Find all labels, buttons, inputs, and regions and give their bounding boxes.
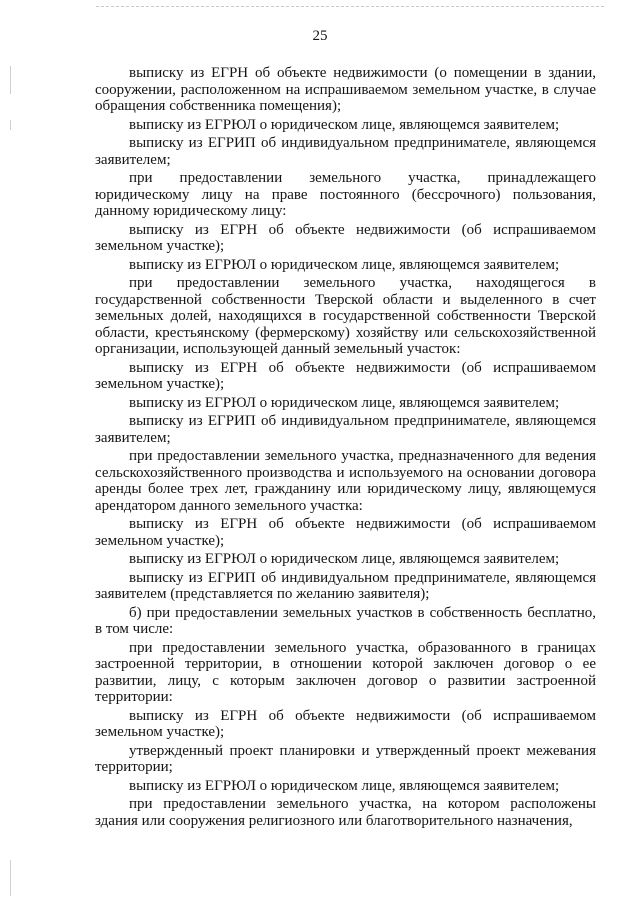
paragraph: выписку из ЕГРЮЛ о юридическом лице, являющемся заявителем; (129, 256, 560, 273)
paragraph: выписку из ЕГРН об объекте недвижимости (об испрашиваемом земельном участке); (95, 359, 596, 392)
paragraph: выписку из ЕГРН об объекте недвижимости (об испрашиваемом земельном участке); (95, 221, 596, 254)
paragraph: выписку из ЕГРЮЛ о юридическом лице, являющемся заявителем; (129, 551, 560, 567)
paragraph: при предоставлении земельного участка, на котором расположены здания или сооружения религиозного или благотворительного назначения, (95, 796, 596, 829)
paragraph: выписку из ЕГРИП об индивидуальном предпринимателе, являющемся заявителем; (95, 413, 596, 446)
scan-edge-left (10, 66, 11, 94)
paragraph: при предоставлении земельного участка, предназначенного для ведения сельскохозяйственного производства и используемого на основании договора аренды более трех лет, гражданину или юридическому лицу, являющемуся арендатором данного земельного участка: (95, 448, 596, 514)
paragraph: при предоставлении земельного участка, находящегося в государственной собственности Тверской области и выделенного в счет земельных долей, находящихся в государственной собственности Тверской области, крестьянскому (фермерскому) хозяйству или сельскохозяйственной организации, использующей данный земельный участок: (95, 275, 596, 357)
paragraph: выписку из ЕГРИП об индивидуальном предпринимателе, являющемся заявителем; (95, 135, 596, 168)
scan-edge-left (10, 860, 11, 896)
scan-edge-left (10, 120, 11, 130)
paragraph: выписку из ЕГРЮЛ о юридическом лице, являющемся заявителем; (129, 116, 560, 133)
scan-edge-top (96, 6, 604, 7)
paragraph: при предоставлении земельного участка, принадлежащего юридическому лицу на праве постоянного (бессрочного) пользования, данному юридическому лицу: (95, 170, 596, 219)
paragraph: выписку из ЕГРН об объекте недвижимости (о помещении в здании, сооружении, расположенном на испрашиваемом земельном участке, в случае обращения собственника помещения); (95, 65, 596, 114)
paragraph: выписку из ЕГРИП об индивидуальном предпринимателе, являющемся заявителем (представляется по желанию заявителя); (95, 569, 596, 602)
paragraph: выписку из ЕГРН об объекте недвижимости (об испрашиваемом земельном участке); (95, 707, 596, 740)
page-number: 25 (312, 28, 328, 44)
document-body (95, 65, 596, 831)
paragraph: б) при предоставлении земельных участков в собственность бесплатно, в том числе: (95, 604, 596, 637)
paragraph: выписку из ЕГРЮЛ о юридическом лице, являющемся заявителем; (129, 394, 560, 411)
paragraph: при предоставлении земельного участка, образованного в границах застроенной территории, в отношении которой заключен договор о ее развитии, лицу, с которым заключен договор о развитии застроенной территории: (95, 639, 596, 705)
paragraph: выписку из ЕГРЮЛ о юридическом лице, являющемся заявителем; (129, 777, 560, 794)
paragraph: выписку из ЕГРН об объекте недвижимости (об испрашиваемом земельном участке); (95, 516, 596, 549)
paragraph: утвержденный проект планировки и утвержденный проект межевания территории; (95, 742, 596, 775)
